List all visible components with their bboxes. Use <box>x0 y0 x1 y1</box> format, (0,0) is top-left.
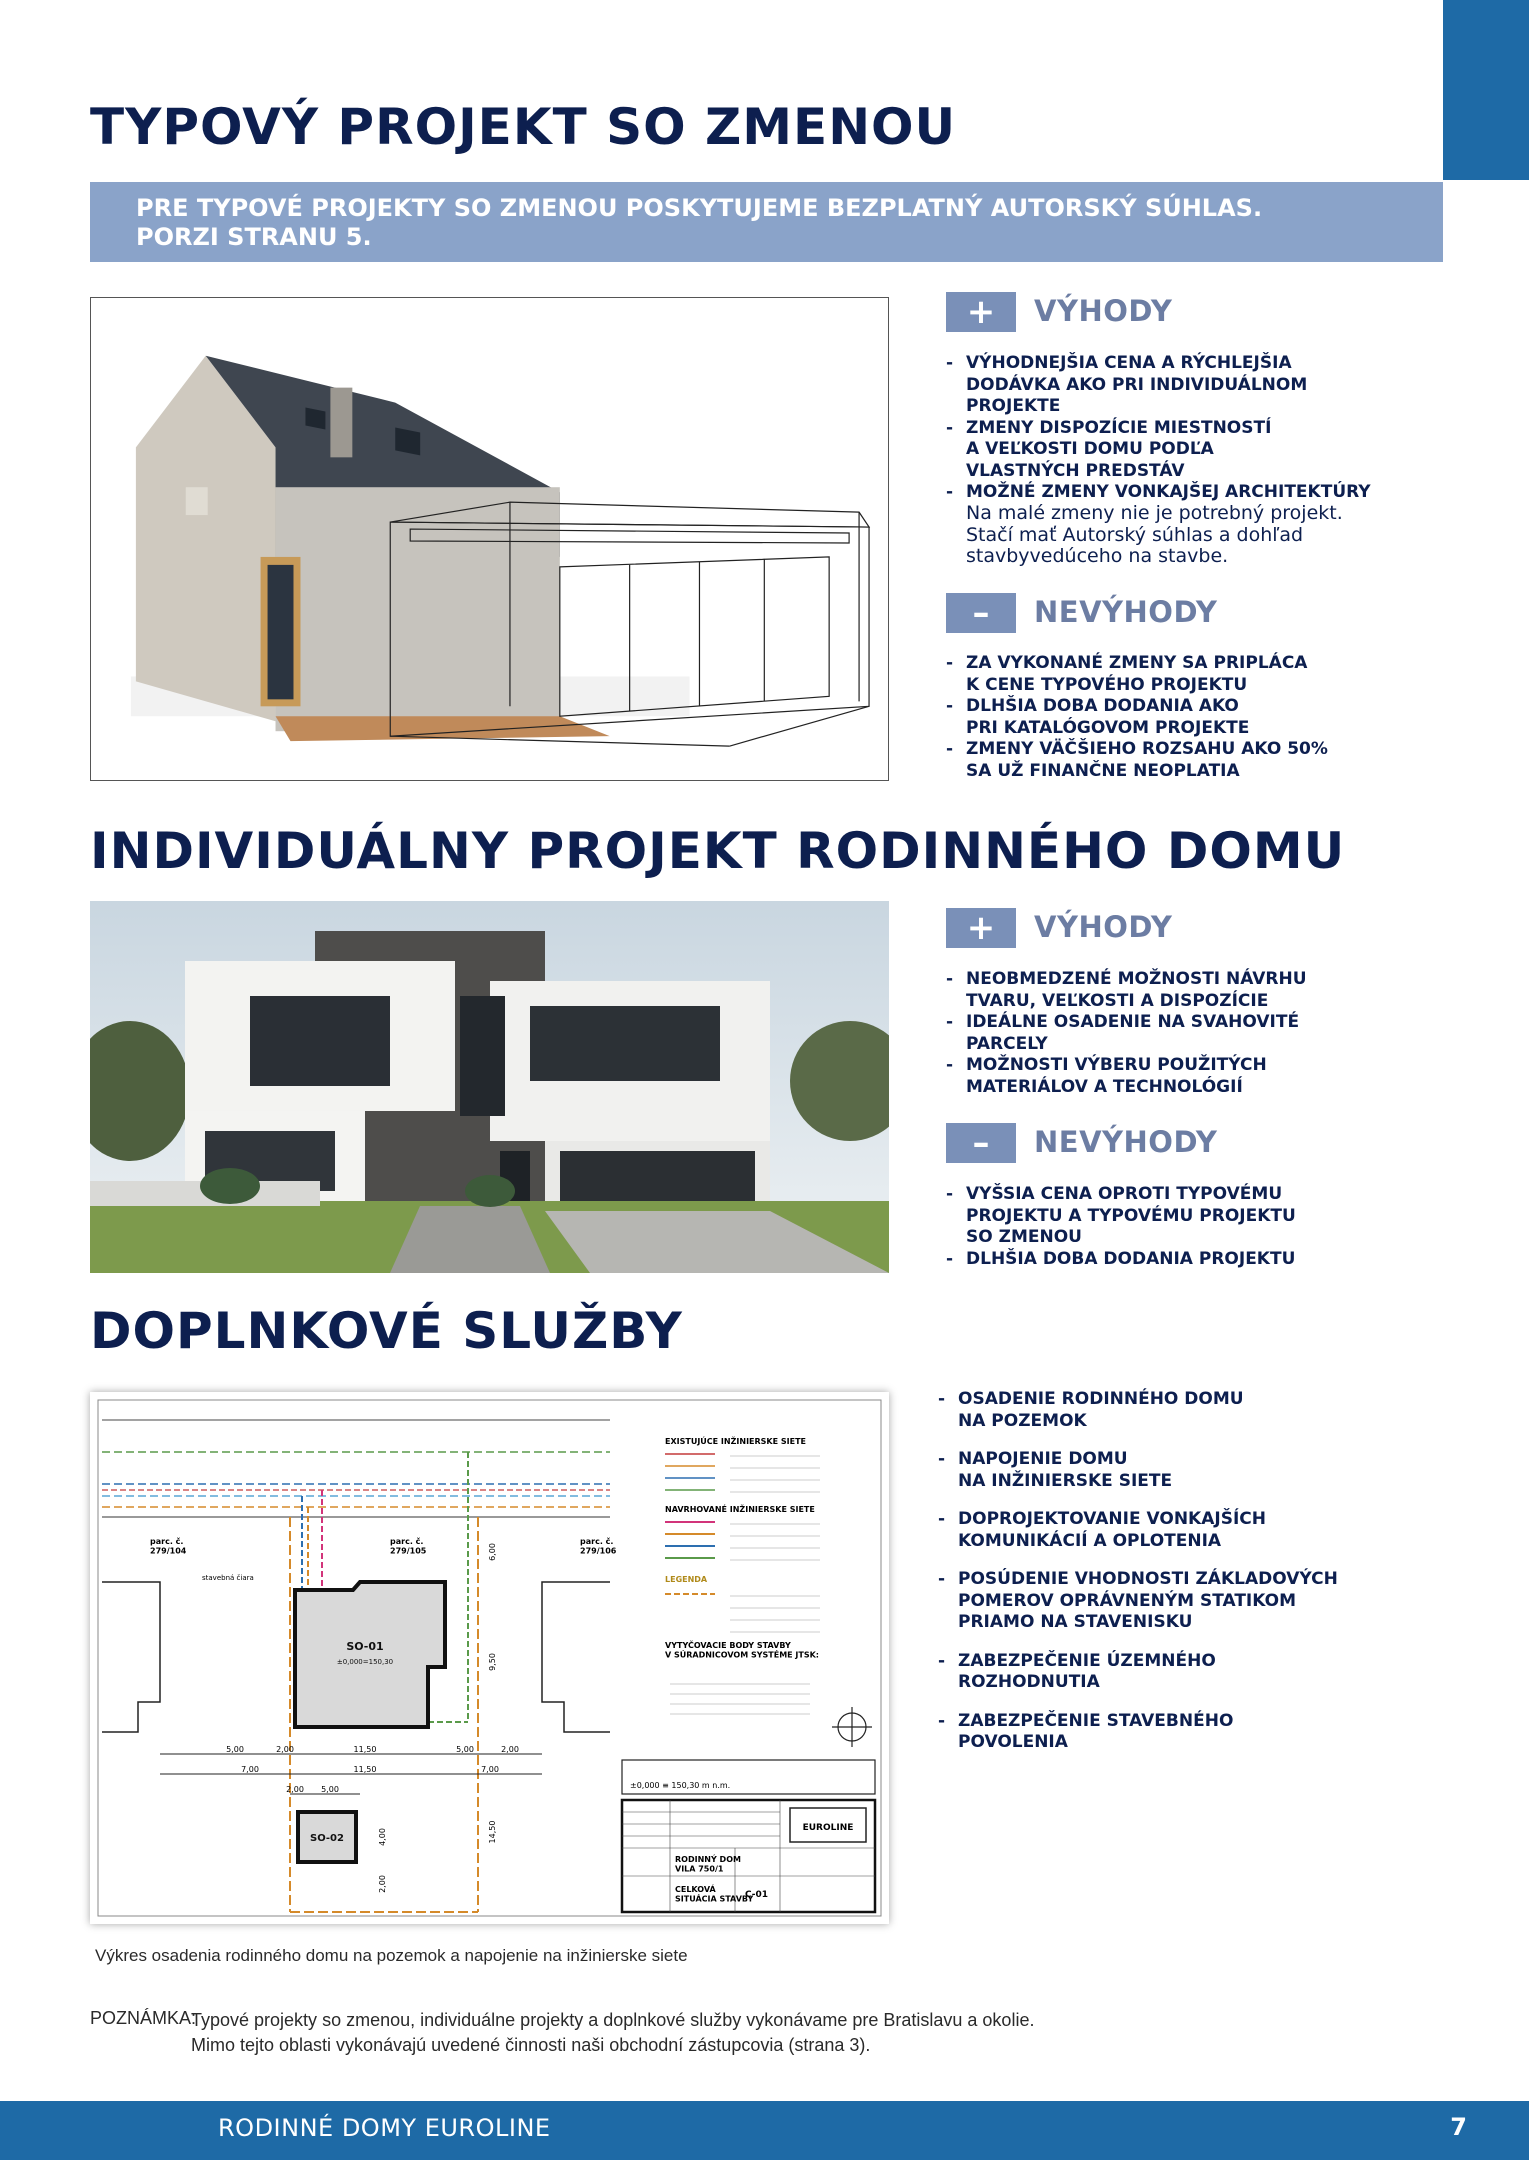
site-plan-drawing <box>90 1392 889 1924</box>
dim-label: 5,00 <box>456 1745 474 1754</box>
banner-line-1: PRE TYPOVÉ PROJEKTY SO ZMENOU POSKYTUJEME BEZPLATNÝ AUTORSKÝ SÚHLAS. <box>136 194 1263 222</box>
legend-title: LEGENDA <box>665 1575 708 1584</box>
cons-list-typovy <box>946 653 1328 782</box>
services-list <box>938 1389 1338 1771</box>
elevation-label: ±0,000 ≡ 150,30 m n.m. <box>630 1781 731 1790</box>
dim-label: 11,50 <box>353 1765 377 1774</box>
dim-label: 7,00 <box>481 1765 499 1774</box>
drawing-caption: Výkres osadenia rodinného domu na pozemok a napojenie na inžinierske siete <box>95 1946 688 1965</box>
legend-new: NAVRHOVANÉ INŽINIERSKE SIETE <box>665 1505 815 1514</box>
plus-icon: + <box>946 908 1016 948</box>
house-label: SO-01 <box>346 1640 384 1653</box>
dim-label: 2,00 <box>276 1745 294 1754</box>
legend-points: VYTYČOVACIE BODY STAVBY V SÚRADNICOVOM SYSTÉME JTSK: <box>665 1641 819 1660</box>
cons-label: NEVÝHODY <box>1034 1125 1218 1159</box>
garage-label: SO-02 <box>310 1833 344 1844</box>
house-level: ±0,000=150,30 <box>336 1658 394 1666</box>
list-item: - NEOBMEDZENÉ MOŽNOSTI NÁVRHU TVARU, VEĽKOSTI A DISPOZÍCIE <box>946 969 1307 1012</box>
list-item: - ZABEZPEČENIE STAVEBNÉHO POVOLENIA <box>938 1711 1338 1754</box>
sheet-title: RODINNÝ DOM VILA 750/1 <box>675 1855 741 1874</box>
list-item: - DLHŠIA DOBA DODANIA AKO PRI KATALÓGOVOM PROJEKTE <box>946 696 1328 739</box>
list-item: - DOPROJEKTOVANIE VONKAJŠÍCH KOMUNIKÁCIÍ A OPLOTENIA <box>938 1509 1338 1552</box>
lot-label: parc. č. 279/106 <box>580 1537 617 1556</box>
dim-label: 11,50 <box>353 1745 377 1754</box>
note-line-1: Typové projekty so zmenou, individuálne projekty a doplnkové služby vykonávame pre Bratislavu a okolie. <box>191 2010 1035 2030</box>
list-item: - POSÚDENIE VHODNOSTI ZÁKLADOVÝCH POMEROV OPRÁVNENÝM STATIKOM PRIAMO NA STAVENISKU <box>938 1569 1338 1634</box>
drawing-logo: EUROLINE <box>802 1823 854 1833</box>
pros-label: VÝHODY <box>1034 910 1173 944</box>
dim-label: 14,50 <box>488 1820 497 1844</box>
dim-label: 9,50 <box>488 1653 497 1671</box>
list-item: - VYŠSIA CENA OPROTI TYPOVÉMU PROJEKTU A TYPOVÉMU PROJEKTU SO ZMENOU <box>946 1184 1296 1249</box>
dim-label: 2,00 <box>501 1745 519 1754</box>
section-title-typovy: TYPOVÝ PROJEKT SO ZMENOU <box>90 98 957 156</box>
house-sketch-image <box>90 297 889 781</box>
sheet-subtitle: CELKOVÁ SITUÁCIA STAVBY <box>675 1885 754 1904</box>
pros-list-individualny <box>946 969 1307 1098</box>
dim-label: 2,00 <box>378 1875 387 1893</box>
sheet-number: C-01 <box>745 1890 769 1900</box>
modern-house-photo <box>90 901 889 1273</box>
dim-label: 7,00 <box>241 1765 259 1774</box>
footer-title: RODINNÉ DOMY EUROLINE <box>218 2114 551 2142</box>
dim-label: 5,00 <box>226 1745 244 1754</box>
note-line-2: Mimo tejto oblasti vykonávajú uvedené činnosti naši obchodní zástupcovia (strana 3). <box>191 2035 871 2055</box>
list-item: - NAPOJENIE DOMU NA INŽINIERSKE SIETE <box>938 1449 1338 1492</box>
lot-label: parc. č. 279/104 <box>150 1537 187 1556</box>
section-title-individualny: INDIVIDUÁLNY PROJEKT RODINNÉHO DOMU <box>90 822 1346 880</box>
dim-label: 4,00 <box>378 1828 387 1846</box>
pros-list-typovy <box>946 353 1371 504</box>
dim-label: 6,00 <box>488 1543 497 1561</box>
page-number: 7 <box>1450 2113 1467 2141</box>
pros-label: VÝHODY <box>1034 294 1173 328</box>
list-item: - OSADENIE RODINNÉHO DOMU NA POZEMOK <box>938 1389 1338 1432</box>
note-text <box>191 2008 1034 2058</box>
list-item: - MOŽNOSTI VÝBERU POUŽITÝCH MATERIÁLOV A TECHNOLÓGIÍ <box>946 1055 1307 1098</box>
building-line-label: stavebná čiara <box>202 1574 254 1582</box>
info-banner <box>90 182 1443 262</box>
note-label: POZNÁMKA: <box>90 2008 197 2028</box>
list-item: - MOŽNÉ ZMENY VONKAJŠEJ ARCHITEKTÚRY <box>946 482 1371 504</box>
list-item: - ZA VYKONANÉ ZMENY SA PRIPLÁCA K CENE TYPOVÉHO PROJEKTU <box>946 653 1328 696</box>
legend-existing: EXISTUJÚCE INŽINIERSKE SIETE <box>665 1437 806 1446</box>
list-item: - DLHŠIA DOBA DODANIA PROJEKTU <box>946 1249 1296 1271</box>
cons-label: NEVÝHODY <box>1034 595 1218 629</box>
pros-note-typovy <box>966 503 1343 568</box>
lot-label: parc. č. 279/105 <box>390 1537 427 1556</box>
pros-note: Na malé zmeny nie je potrebný projekt. Stačí mať Autorský súhlas a dohľad stavbyvedúceho na stavbe. <box>966 502 1343 567</box>
banner-line-2: PORZI STRANU 5. <box>136 223 372 251</box>
footer-bar <box>0 2101 1529 2160</box>
list-item: - ZMENY VÄČŠIEHO ROZSAHU AKO 50% SA UŽ FINANČNE NEOPLATIA <box>946 739 1328 782</box>
corner-tab <box>1443 0 1529 180</box>
plus-icon: + <box>946 292 1016 332</box>
list-item: - IDEÁLNE OSADENIE NA SVAHOVITÉ PARCELY <box>946 1012 1307 1055</box>
dim-label: 5,00 <box>321 1785 339 1794</box>
minus-icon: – <box>946 1123 1016 1163</box>
list-item: - ZMENY DISPOZÍCIE MIESTNOSTÍ A VEĽKOSTI DOMU PODĽA VLASTNÝCH PREDSTÁV <box>946 418 1371 483</box>
cons-list-individualny <box>946 1184 1296 1270</box>
section-title-doplnkove: DOPLNKOVÉ SLUŽBY <box>90 1302 683 1360</box>
minus-icon: – <box>946 593 1016 633</box>
list-item: - VÝHODNEJŠIA CENA A RÝCHLEJŠIA DODÁVKA AKO PRI INDIVIDUÁLNOM PROJEKTE <box>946 353 1371 418</box>
dim-label: 2,00 <box>286 1785 304 1794</box>
list-item: - ZABEZPEČENIE ÚZEMNÉHO ROZHODNUTIA <box>938 1651 1338 1694</box>
